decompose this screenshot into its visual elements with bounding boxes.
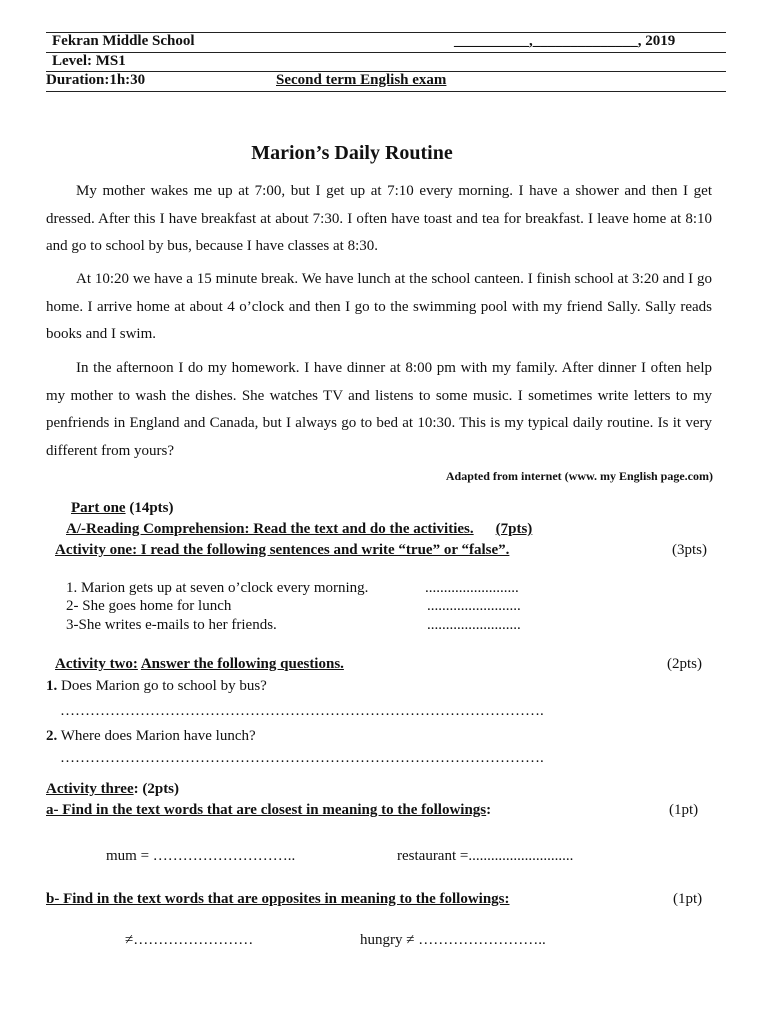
part-one-label: Part one xyxy=(71,500,126,516)
synonym-mum[interactable]: mum = ……………………….. xyxy=(106,848,296,864)
activity-three-b-heading: b- Find in the text words that are opposites in meaning to the followings: xyxy=(46,891,510,907)
answer-blank-1[interactable]: ......................... xyxy=(425,580,519,596)
answer-blank-2[interactable]: ......................... xyxy=(427,598,521,614)
activity-three-a-heading xyxy=(46,802,491,819)
paragraph-1: My mother wakes me up at 7:00, but I get up at 7:10 every morning. I have a shower and then I get dressed. After this I have breakfast at about 7:30. I often have toast and tea for breakfast. I leave home at 8:10 and go to school by bus, because I have classes at 8:30. xyxy=(46,183,712,255)
section-a-points: (7pts) xyxy=(495,521,533,537)
section-a-label: A/-Reading Comprehension: Read the text and do the activities. xyxy=(66,521,474,537)
activity-one-heading: Activity one: I read the following sentences and write “true” or “false”. xyxy=(55,542,510,558)
synonym-restaurant[interactable]: restaurant =............................ xyxy=(397,848,574,864)
question-2: 2- She goes home for lunch xyxy=(66,598,232,614)
activity-two-heading xyxy=(55,656,344,673)
question-two-2-number: 2. xyxy=(46,728,58,744)
text-title: Marion’s Daily Routine xyxy=(251,142,453,164)
part-one-points: (14pts) xyxy=(125,500,174,516)
activity-two-points: (2pts) xyxy=(667,656,702,672)
opposite-blank-1[interactable]: ≠…………………… xyxy=(125,932,254,948)
answer-line-1[interactable]: ……………………………………………………………………………………. xyxy=(60,703,544,719)
paragraph-3: In the afternoon I do my homework. I have dinner at 8:00 pm with my family. After dinner I often help my mother to wash the dishes. She watches TV and listens to some music. I sometimes write letters to my penfriends in England and Canada, but I always go to bed at 10:30. This is my typical daily routine. Is it very different from yours? xyxy=(46,360,712,459)
level-label: Level: MS1 xyxy=(52,53,126,69)
activity-three-a-colon: : xyxy=(486,802,492,818)
school-name: Fekran Middle School xyxy=(52,33,195,49)
activity-three-a-label: a- Find in the text words that are closest in meaning to the followings xyxy=(46,802,487,818)
question-two-2-text: Where does Marion have lunch? xyxy=(57,728,256,744)
activity-three-heading xyxy=(46,781,179,798)
activity-three-b-points: (1pt) xyxy=(673,891,703,907)
answer-line-2[interactable]: ……………………………………………………………………………………. xyxy=(60,750,544,766)
opposite-hungry[interactable]: hungry ≠ …………………….. xyxy=(360,932,546,948)
exam-title: Second term English exam xyxy=(276,72,447,88)
activity-two-label: Activity two: xyxy=(55,656,138,672)
question-two-1-text: Does Marion go to school by bus? xyxy=(57,678,267,694)
source-note: Adapted from internet (www. my English page.com) xyxy=(445,469,713,483)
question-two-1 xyxy=(46,678,267,695)
question-1: 1. Marion gets up at seven o’clock every morning. xyxy=(66,580,369,596)
activity-three-a-points: (1pt) xyxy=(669,802,699,818)
section-a-heading xyxy=(66,521,532,538)
paragraph-2: At 10:20 we have a 15 minute break. We have lunch at the school canteen. I finish school at 3:20 and I go home. I arrive home at about 4 o’clock and then I go to the swimming pool with my friend Sally. Sally reads books and I swim. xyxy=(46,271,712,343)
duration-label: Duration:1h:30 xyxy=(46,72,146,88)
header-rule-1 xyxy=(46,52,726,53)
question-3: 3-She writes e-mails to her friends. xyxy=(66,617,277,633)
exam-date: __________,______________, 2019 xyxy=(454,33,676,49)
header-bottom-rule xyxy=(46,91,726,92)
activity-one-points: (3pts) xyxy=(672,542,707,558)
question-two-1-number: 1. xyxy=(46,678,58,694)
question-two-2 xyxy=(46,728,256,745)
activity-three-label: Activity three xyxy=(46,781,134,797)
activity-three-points: : (2pts) xyxy=(133,781,180,797)
part-one-heading xyxy=(71,500,174,517)
activity-two-instruction: Answer the following questions. xyxy=(140,656,344,672)
answer-blank-3[interactable]: ......................... xyxy=(427,617,521,633)
